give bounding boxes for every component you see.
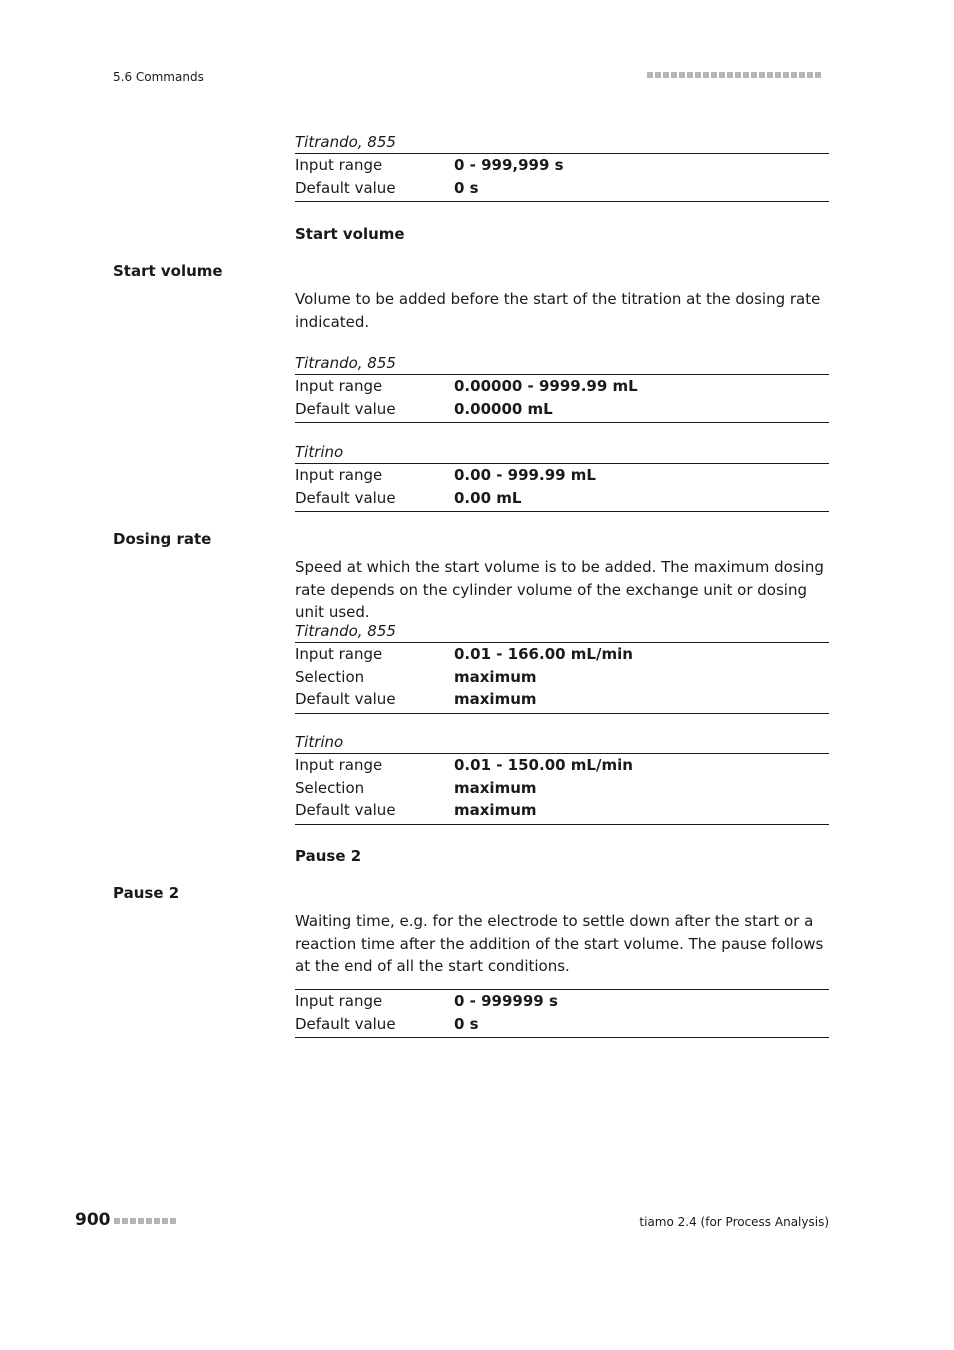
table-caption: Titrando, 855: [295, 352, 829, 375]
header-dot: [679, 72, 685, 78]
table-caption: Titrino: [295, 441, 829, 464]
table-row: [295, 375, 829, 398]
header-dot: [759, 72, 765, 78]
row-value: 0.00000 mL: [454, 399, 553, 418]
row-value: 0.01 - 166.00 mL/min: [454, 645, 633, 663]
row-value: 0.00 mL: [454, 488, 522, 507]
footer-dot: [162, 1218, 168, 1224]
row-label: Input range: [295, 756, 383, 774]
header-dot: [767, 72, 773, 78]
table-caption: Titrando, 855: [295, 620, 829, 643]
header-dot: [727, 72, 733, 78]
header-dot: [735, 72, 741, 78]
header-dot: [687, 72, 693, 78]
header-dot: [703, 72, 709, 78]
row-value: maximum: [454, 778, 537, 797]
table-row: [295, 1013, 829, 1036]
row-value: maximum: [454, 690, 537, 708]
header-dot: [647, 72, 653, 78]
subheading-pause-2: Pause 2: [295, 847, 362, 865]
row-label: Default value: [295, 1014, 396, 1033]
row-label: Input range: [295, 377, 383, 395]
footer-dot: [114, 1218, 120, 1224]
table-row: [295, 754, 829, 777]
pause-2-table: [295, 989, 829, 1038]
row-label: Selection: [295, 778, 365, 797]
param-table-titrando: [295, 131, 829, 202]
row-label: Input range: [295, 992, 383, 1010]
header-dot: [807, 72, 813, 78]
footer-dot: [154, 1218, 160, 1224]
footer-decoration: [114, 1218, 176, 1224]
table-row: [295, 643, 829, 666]
row-value: 0 s: [454, 1014, 479, 1033]
row-label: Input range: [295, 156, 383, 174]
start-volume-table-titrino: [295, 441, 829, 512]
footer-dot: [130, 1218, 136, 1224]
side-label-pause-2: Pause 2: [113, 884, 180, 902]
header-dot: [671, 72, 677, 78]
header-dot: [815, 72, 821, 78]
table-row: [295, 464, 829, 487]
header-dot: [775, 72, 781, 78]
table-caption: Titrino: [295, 731, 829, 754]
row-value: 0.00 - 999.99 mL: [454, 466, 596, 484]
header-dot: [783, 72, 789, 78]
table-row: [295, 799, 829, 822]
row-value: 0 - 999,999 s: [454, 156, 564, 174]
row-value: 0.00000 - 9999.99 mL: [454, 377, 638, 395]
subheading-start-volume: Start volume: [295, 225, 405, 243]
row-value: maximum: [454, 667, 537, 686]
header-dot: [751, 72, 757, 78]
table-row: [295, 777, 829, 800]
dosing-rate-table-titrino: [295, 731, 829, 825]
footer-product-name: tiamo 2.4 (for Process Analysis): [639, 1215, 829, 1229]
header-dot: [743, 72, 749, 78]
row-value: 0.01 - 150.00 mL/min: [454, 756, 633, 774]
start-volume-description: Volume to be added before the start of the titration at the dosing rate indicated.: [295, 290, 821, 331]
page-number: 900: [75, 1210, 111, 1230]
row-label: Default value: [295, 488, 396, 507]
header-dot: [695, 72, 701, 78]
table-row: [295, 487, 829, 510]
table-row: [295, 177, 829, 200]
header-dot: [663, 72, 669, 78]
side-label-dosing-rate: Dosing rate: [113, 530, 212, 548]
header-dot: [719, 72, 725, 78]
header-dot: [799, 72, 805, 78]
table-row: [295, 154, 829, 177]
footer-dot: [122, 1218, 128, 1224]
row-label: Input range: [295, 645, 383, 663]
row-label: Default value: [295, 178, 396, 197]
table-caption: Titrando, 855: [295, 131, 829, 154]
dosing-rate-table-titrando: [295, 620, 829, 714]
footer-dot: [170, 1218, 176, 1224]
start-volume-table-titrando: [295, 352, 829, 423]
footer-dot: [146, 1218, 152, 1224]
row-value: 0 - 999999 s: [454, 992, 558, 1010]
row-label: Default value: [295, 801, 396, 819]
header-section-title: 5.6 Commands: [113, 70, 204, 84]
header-dot: [711, 72, 717, 78]
row-label: Selection: [295, 667, 365, 686]
row-label: Input range: [295, 466, 383, 484]
header-dot: [655, 72, 661, 78]
dosing-rate-description: Speed at which the start volume is to be added. The maximum dosing rate depends on the cylinder volume of the exchange unit or dosing unit used.: [295, 558, 824, 621]
header-decoration: [647, 72, 821, 78]
pause-2-description: Waiting time, e.g. for the electrode to settle down after the start or a reaction time after the addition of the start volume. The pause follows at the end of all the start conditions.: [295, 912, 824, 975]
table-row: [295, 688, 829, 711]
row-value: maximum: [454, 801, 537, 819]
table-row: [295, 666, 829, 689]
table-row: [295, 398, 829, 421]
footer-dot: [138, 1218, 144, 1224]
header-dot: [791, 72, 797, 78]
row-value: 0 s: [454, 178, 479, 197]
side-label-start-volume: Start volume: [113, 262, 223, 280]
row-label: Default value: [295, 690, 396, 708]
row-label: Default value: [295, 399, 396, 418]
table-row: [295, 990, 829, 1013]
